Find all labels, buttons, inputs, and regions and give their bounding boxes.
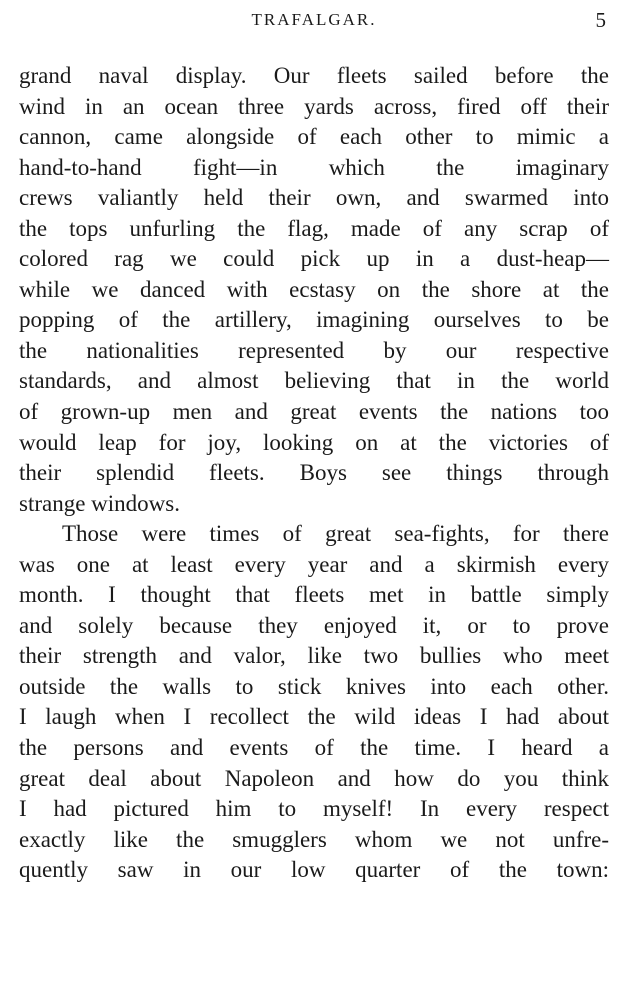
text-line: crews valiantly held their own, and swarmed into [19, 185, 609, 211]
text-line: the tops unfurling the flag, made of any scrap of [19, 215, 609, 241]
text-line: popping of the artillery, imagining ourselves to be [19, 307, 609, 333]
text-line: standards, and almost believing that in the world [19, 368, 609, 394]
text-line: while we danced with ecstasy on the shore at the [19, 276, 609, 302]
text-line: was one at least every year and a skirmish every [19, 551, 609, 577]
page-number: 5 [595, 8, 606, 32]
running-title: TRAFALGAR. [251, 10, 377, 29]
running-head [0, 8, 628, 32]
text-line: cannon, came alongside of each other to mimic a [19, 124, 609, 150]
text-line: outside the walls to stick knives into each other. [19, 673, 609, 699]
text-line: and solely because they enjoyed it, or to prove [19, 612, 609, 638]
text-line: wind in an ocean three yards across, fired off their [19, 93, 609, 119]
text-line: Those were times of great sea-fights, for there [62, 521, 609, 547]
text-line: I laugh when I recollect the wild ideas I had about [19, 704, 609, 730]
text-line: the nationalities represented by our respective [19, 337, 609, 363]
text-line: I had pictured him to myself! In every respect [19, 796, 609, 822]
text-line: colored rag we could pick up in a dust-heap— [19, 246, 609, 272]
paragraph-2 [19, 519, 609, 886]
text-line: exactly like the smugglers whom we not unfre- [19, 826, 609, 852]
text-line: quently saw in our low quarter of the town: [19, 857, 609, 883]
paragraph-1 [19, 61, 609, 519]
text-line: would leap for joy, looking on at the victories of [19, 429, 609, 455]
text-line: grand naval display. Our fleets sailed before the [19, 63, 609, 88]
text-line: the persons and events of the time. I heard a [19, 735, 609, 761]
text-line: their strength and valor, like two bullies who meet [19, 643, 609, 669]
text-line: their splendid fleets. Boys see things through [19, 460, 609, 486]
text-line: month. I thought that fleets met in battle simply [19, 582, 609, 608]
text-line: strange windows. [19, 490, 180, 516]
text-line: great deal about Napoleon and how do you think [19, 765, 609, 791]
text-line: hand-to-hand fight—in which the imaginary [19, 154, 609, 180]
text-line: of grown-up men and great events the nations too [19, 399, 609, 425]
body-text [19, 61, 609, 886]
